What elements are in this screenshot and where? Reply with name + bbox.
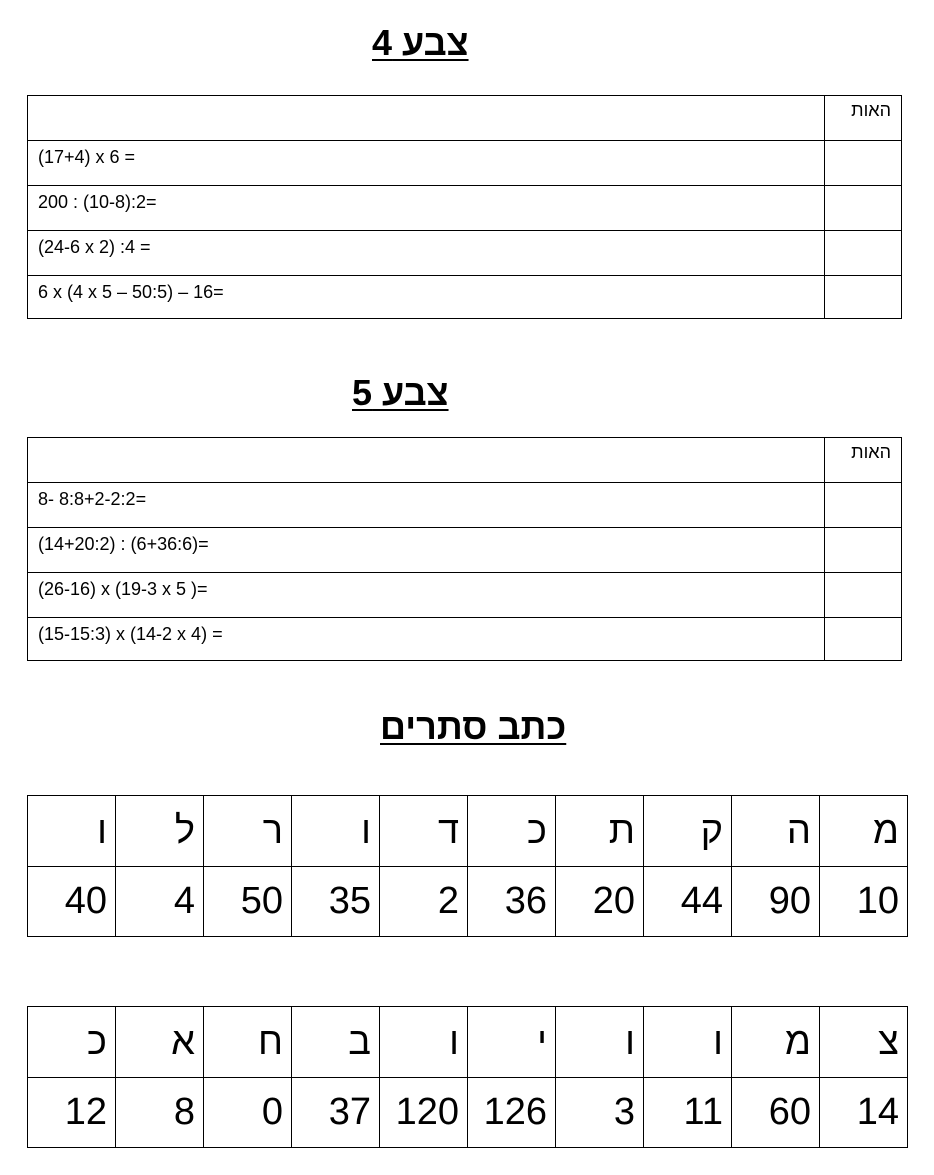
cipher-number-cell: 44 <box>644 867 732 937</box>
table-row <box>28 141 902 186</box>
table-row <box>28 231 902 276</box>
expression-cell: (17+4) x 6 = <box>28 141 825 186</box>
expression-cell: (15-15:3) x (14-2 x 4) = <box>28 618 825 661</box>
cipher-letter-cell: כ <box>468 796 556 867</box>
cipher-letter-cell: ו <box>380 1007 468 1078</box>
cipher-letter-cell: ת <box>556 796 644 867</box>
cipher-number-cell: 10 <box>820 867 908 937</box>
cipher-number-cell: 12 <box>28 1078 116 1148</box>
cipher-letter-cell: ו <box>644 1007 732 1078</box>
table-row <box>28 528 902 573</box>
cipher-letter-cell: ו <box>28 796 116 867</box>
expression-header-cell <box>28 438 825 483</box>
cipher-table-2 <box>27 1006 908 1148</box>
cipher-number-cell: 4 <box>116 867 204 937</box>
answer-letter-cell[interactable] <box>825 141 902 186</box>
expression-cell: (26-16) x (19-3 x 5 )= <box>28 573 825 618</box>
letters-row <box>28 796 908 867</box>
table-row <box>28 276 902 319</box>
cipher-number-cell: 120 <box>380 1078 468 1148</box>
section4-title: צבע 4 <box>372 22 469 63</box>
cipher-letter-cell: ק <box>644 796 732 867</box>
answer-letter-cell[interactable] <box>825 483 902 528</box>
table-row <box>28 186 902 231</box>
expression-cell: 200 : (10-8):2= <box>28 186 825 231</box>
cipher-table-1 <box>27 795 908 937</box>
expression-cell: 6 x (4 x 5 – 50:5) – 16= <box>28 276 825 319</box>
cipher-number-cell: 90 <box>732 867 820 937</box>
cipher-number-cell: 40 <box>28 867 116 937</box>
letter-header-cell: האות <box>825 438 902 483</box>
expression-cell: (24-6 x 2) :4 = <box>28 231 825 276</box>
table-header-row <box>28 438 902 483</box>
cipher-letter-cell: ח <box>204 1007 292 1078</box>
cipher-number-cell: 11 <box>644 1078 732 1148</box>
cipher-number-cell: 37 <box>292 1078 380 1148</box>
cipher-letter-cell: ה <box>732 796 820 867</box>
expression-cell: (14+20:2) : (6+36:6)= <box>28 528 825 573</box>
answer-letter-cell[interactable] <box>825 618 902 661</box>
answer-letter-cell[interactable] <box>825 276 902 319</box>
table-row <box>28 618 902 661</box>
cipher-number-cell: 14 <box>820 1078 908 1148</box>
cipher-number-cell: 35 <box>292 867 380 937</box>
numbers-row <box>28 1078 908 1148</box>
cipher-number-cell: 20 <box>556 867 644 937</box>
cipher-number-cell: 126 <box>468 1078 556 1148</box>
cipher-letter-cell: ד <box>380 796 468 867</box>
section5-title: צבע 5 <box>352 372 449 413</box>
table-row <box>28 483 902 528</box>
cipher-letter-cell: מ <box>732 1007 820 1078</box>
cipher-number-cell: 3 <box>556 1078 644 1148</box>
cipher-letter-cell: ל <box>116 796 204 867</box>
cipher-number-cell: 2 <box>380 867 468 937</box>
cipher-letter-cell: כ <box>28 1007 116 1078</box>
table-header-row <box>28 96 902 141</box>
cipher-letter-cell: ו <box>556 1007 644 1078</box>
cipher-letter-cell: צ <box>820 1007 908 1078</box>
cipher-number-cell: 0 <box>204 1078 292 1148</box>
letters-row <box>28 1007 908 1078</box>
section5-table <box>27 437 902 661</box>
table-row <box>28 573 902 618</box>
cipher-letter-cell: ו <box>292 796 380 867</box>
letter-header-cell: האות <box>825 96 902 141</box>
cipher-letter-cell: מ <box>820 796 908 867</box>
answer-letter-cell[interactable] <box>825 186 902 231</box>
expression-header-cell <box>28 96 825 141</box>
section4-table <box>27 95 902 319</box>
cipher-number-cell: 50 <box>204 867 292 937</box>
cipher-number-cell: 60 <box>732 1078 820 1148</box>
cipher-letter-cell: ב <box>292 1007 380 1078</box>
cipher-number-cell: 36 <box>468 867 556 937</box>
answer-letter-cell[interactable] <box>825 528 902 573</box>
cipher-letter-cell: ר <box>204 796 292 867</box>
expression-cell: 8- 8:8+2-2:2= <box>28 483 825 528</box>
cipher-title: כתב סתרים <box>380 706 567 747</box>
cipher-letter-cell: י <box>468 1007 556 1078</box>
answer-letter-cell[interactable] <box>825 231 902 276</box>
cipher-letter-cell: א <box>116 1007 204 1078</box>
answer-letter-cell[interactable] <box>825 573 902 618</box>
cipher-number-cell: 8 <box>116 1078 204 1148</box>
numbers-row <box>28 867 908 937</box>
